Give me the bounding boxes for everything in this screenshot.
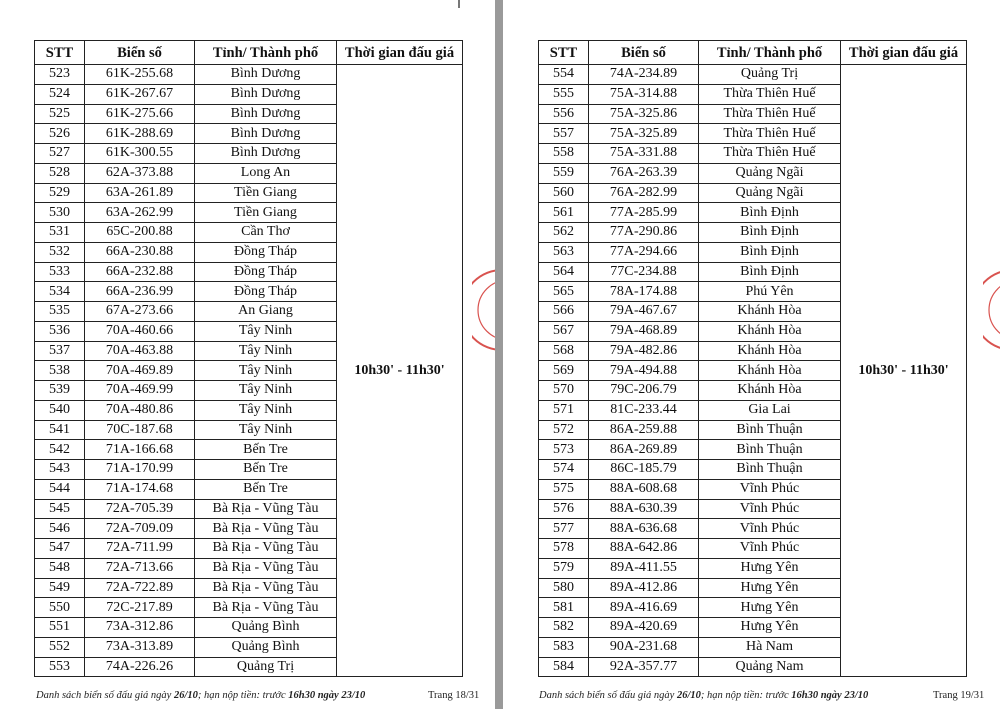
page-gutter xyxy=(495,0,503,709)
cell-plate: 75A-325.89 xyxy=(589,124,699,144)
cell-plate: 88A-636.68 xyxy=(589,519,699,539)
cell-stt: 529 xyxy=(35,183,85,203)
footer-prefix: Danh sách biển số đấu giá ngày xyxy=(539,690,677,701)
cell-plate: 89A-412.86 xyxy=(589,578,699,598)
document-page-right xyxy=(503,0,1000,709)
cell-plate: 72C-217.89 xyxy=(85,598,195,618)
cell-plate: 79A-494.88 xyxy=(589,361,699,381)
cell-plate: 70C-187.68 xyxy=(85,420,195,440)
cell-stt: 559 xyxy=(539,163,589,183)
cell-stt: 547 xyxy=(35,539,85,559)
header-stt: STT xyxy=(35,41,85,65)
cell-plate: 70A-463.88 xyxy=(85,341,195,361)
cell-plate: 74A-234.89 xyxy=(589,65,699,85)
cell-province: Bến Tre xyxy=(195,479,337,499)
cell-province: Phú Yên xyxy=(699,282,841,302)
cell-stt: 533 xyxy=(35,262,85,282)
cell-province: Quảng Ngãi xyxy=(699,183,841,203)
plate-table xyxy=(34,40,463,677)
cell-province: Thừa Thiên Huế xyxy=(699,124,841,144)
cell-stt: 543 xyxy=(35,460,85,480)
cell-province: Hưng Yên xyxy=(699,598,841,618)
cell-plate: 70A-469.89 xyxy=(85,361,195,381)
cell-stt: 544 xyxy=(35,479,85,499)
plate-table xyxy=(538,40,967,677)
cell-province: Bình Thuận xyxy=(699,420,841,440)
cell-province: Bình Dương xyxy=(195,144,337,164)
cell-stt: 528 xyxy=(35,163,85,183)
cell-stt: 569 xyxy=(539,361,589,381)
cell-plate: 75A-325.86 xyxy=(589,104,699,124)
cell-province: Vĩnh Phúc xyxy=(699,479,841,499)
cell-stt: 524 xyxy=(35,84,85,104)
cell-auction-time: 10h30' - 11h30' xyxy=(337,65,463,677)
cell-stt: 549 xyxy=(35,578,85,598)
cell-province: Hà Nam xyxy=(699,637,841,657)
cell-auction-time: 10h30' - 11h30' xyxy=(841,65,967,677)
cell-stt: 577 xyxy=(539,519,589,539)
page-footer xyxy=(36,690,365,701)
cell-plate: 81C-233.44 xyxy=(589,400,699,420)
table-header-row xyxy=(35,41,463,65)
cell-province: Bà Rịa - Vũng Tàu xyxy=(195,558,337,578)
cell-province: Khánh Hòa xyxy=(699,302,841,322)
document-page-left xyxy=(0,0,495,709)
cell-province: Vĩnh Phúc xyxy=(699,499,841,519)
cell-province: Đồng Tháp xyxy=(195,262,337,282)
cell-province: Bình Thuận xyxy=(699,460,841,480)
cell-province: Hưng Yên xyxy=(699,558,841,578)
cell-plate: 73A-313.89 xyxy=(85,637,195,657)
table-row xyxy=(539,65,967,85)
cell-plate: 61K-288.69 xyxy=(85,124,195,144)
header-plate: Biển số xyxy=(85,41,195,65)
cell-plate: 66A-232.88 xyxy=(85,262,195,282)
cell-plate: 89A-416.69 xyxy=(589,598,699,618)
cell-province: Tây Ninh xyxy=(195,321,337,341)
cell-stt: 542 xyxy=(35,440,85,460)
cell-province: Bà Rịa - Vũng Tàu xyxy=(195,539,337,559)
stamp-seal xyxy=(983,265,1000,355)
cell-province: Quảng Bình xyxy=(195,618,337,638)
cell-stt: 570 xyxy=(539,381,589,401)
cell-stt: 563 xyxy=(539,242,589,262)
cell-stt: 548 xyxy=(35,558,85,578)
cell-province: Bến Tre xyxy=(195,440,337,460)
cell-stt: 527 xyxy=(35,144,85,164)
cell-plate: 89A-420.69 xyxy=(589,618,699,638)
header-plate: Biển số xyxy=(589,41,699,65)
cell-plate: 65C-200.88 xyxy=(85,223,195,243)
cell-stt: 554 xyxy=(539,65,589,85)
cell-plate: 61K-267.67 xyxy=(85,84,195,104)
cell-plate: 74A-226.26 xyxy=(85,657,195,677)
cell-stt: 546 xyxy=(35,519,85,539)
cell-plate: 79A-482.86 xyxy=(589,341,699,361)
cell-province: Khánh Hòa xyxy=(699,321,841,341)
cell-stt: 552 xyxy=(35,637,85,657)
footer-prefix: Danh sách biển số đấu giá ngày xyxy=(36,690,174,701)
cell-stt: 558 xyxy=(539,144,589,164)
cell-plate: 88A-630.39 xyxy=(589,499,699,519)
cell-stt: 550 xyxy=(35,598,85,618)
cell-plate: 71A-174.68 xyxy=(85,479,195,499)
cell-plate: 92A-357.77 xyxy=(589,657,699,677)
cell-stt: 523 xyxy=(35,65,85,85)
cell-stt: 553 xyxy=(35,657,85,677)
cell-province: Gia Lai xyxy=(699,400,841,420)
cell-province: Khánh Hòa xyxy=(699,361,841,381)
cell-province: Bình Dương xyxy=(195,124,337,144)
cell-province: Tây Ninh xyxy=(195,381,337,401)
cell-province: Long An xyxy=(195,163,337,183)
cell-plate: 79A-467.67 xyxy=(589,302,699,322)
cell-province: Bình Dương xyxy=(195,104,337,124)
cell-plate: 71A-166.68 xyxy=(85,440,195,460)
cell-province: Tây Ninh xyxy=(195,361,337,381)
cell-province: Quảng Trị xyxy=(195,657,337,677)
cell-plate: 86A-259.88 xyxy=(589,420,699,440)
cell-plate: 70A-480.86 xyxy=(85,400,195,420)
cell-province: Tây Ninh xyxy=(195,400,337,420)
cell-plate: 72A-709.09 xyxy=(85,519,195,539)
cell-stt: 531 xyxy=(35,223,85,243)
cell-province: Bình Định xyxy=(699,262,841,282)
cell-stt: 580 xyxy=(539,578,589,598)
cell-plate: 63A-261.89 xyxy=(85,183,195,203)
cell-province: Bình Dương xyxy=(195,65,337,85)
cell-stt: 583 xyxy=(539,637,589,657)
cell-plate: 63A-262.99 xyxy=(85,203,195,223)
cell-plate: 77A-290.86 xyxy=(589,223,699,243)
cell-plate: 67A-273.66 xyxy=(85,302,195,322)
cell-plate: 77A-285.99 xyxy=(589,203,699,223)
cell-stt: 562 xyxy=(539,223,589,243)
cell-province: Khánh Hòa xyxy=(699,381,841,401)
cell-plate: 88A-608.68 xyxy=(589,479,699,499)
cell-province: Thừa Thiên Huế xyxy=(699,84,841,104)
footer-date: 26/10 xyxy=(676,690,701,701)
table-row xyxy=(35,65,463,85)
cell-stt: 545 xyxy=(35,499,85,519)
cell-plate: 61K-275.66 xyxy=(85,104,195,124)
cell-plate: 72A-711.99 xyxy=(85,539,195,559)
cell-plate: 76A-263.39 xyxy=(589,163,699,183)
cell-province: Quảng Nam xyxy=(699,657,841,677)
cell-stt: 568 xyxy=(539,341,589,361)
cell-province: Thừa Thiên Huế xyxy=(699,144,841,164)
cell-province: Hưng Yên xyxy=(699,578,841,598)
cell-plate: 70A-469.99 xyxy=(85,381,195,401)
cell-province: An Giang xyxy=(195,302,337,322)
cell-plate: 76A-282.99 xyxy=(589,183,699,203)
footer-middle: ; hạn nộp tiền: trước xyxy=(197,690,289,701)
cell-province: Tây Ninh xyxy=(195,341,337,361)
cell-stt: 525 xyxy=(35,104,85,124)
cell-plate: 62A-373.88 xyxy=(85,163,195,183)
cell-province: Vĩnh Phúc xyxy=(699,539,841,559)
cell-stt: 584 xyxy=(539,657,589,677)
header-province: Tỉnh/ Thành phố xyxy=(699,41,841,65)
cell-province: Bình Định xyxy=(699,242,841,262)
cell-stt: 535 xyxy=(35,302,85,322)
cell-plate: 79C-206.79 xyxy=(589,381,699,401)
page-number: Trang 19/31 xyxy=(933,690,985,701)
cell-stt: 579 xyxy=(539,558,589,578)
cell-stt: 576 xyxy=(539,499,589,519)
cell-stt: 538 xyxy=(35,361,85,381)
cell-stt: 551 xyxy=(35,618,85,638)
cell-plate: 89A-411.55 xyxy=(589,558,699,578)
footer-deadline: 16h30 ngày 23/10 xyxy=(791,690,869,701)
cell-stt: 560 xyxy=(539,183,589,203)
cell-province: Bình Định xyxy=(699,203,841,223)
cell-province: Bà Rịa - Vũng Tàu xyxy=(195,499,337,519)
cell-plate: 66A-230.88 xyxy=(85,242,195,262)
cell-stt: 530 xyxy=(35,203,85,223)
page-footer xyxy=(539,690,868,701)
cell-province: Bình Thuận xyxy=(699,440,841,460)
cell-plate: 61K-300.55 xyxy=(85,144,195,164)
page-edge-mark xyxy=(458,0,460,8)
header-time: Thời gian đấu giá xyxy=(337,41,463,65)
cell-plate: 78A-174.88 xyxy=(589,282,699,302)
cell-province: Bình Định xyxy=(699,223,841,243)
cell-province: Đồng Tháp xyxy=(195,282,337,302)
cell-plate: 88A-642.86 xyxy=(589,539,699,559)
cell-stt: 526 xyxy=(35,124,85,144)
cell-plate: 72A-722.89 xyxy=(85,578,195,598)
page-number: Trang 18/31 xyxy=(428,690,480,701)
cell-province: Vĩnh Phúc xyxy=(699,519,841,539)
cell-province: Bình Dương xyxy=(195,84,337,104)
stamp-seal xyxy=(472,265,495,355)
table-header-row xyxy=(539,41,967,65)
cell-stt: 573 xyxy=(539,440,589,460)
cell-stt: 565 xyxy=(539,282,589,302)
cell-plate: 77A-294.66 xyxy=(589,242,699,262)
cell-stt: 575 xyxy=(539,479,589,499)
cell-stt: 571 xyxy=(539,400,589,420)
footer-date: 26/10 xyxy=(173,690,198,701)
cell-stt: 540 xyxy=(35,400,85,420)
cell-plate: 90A-231.68 xyxy=(589,637,699,657)
cell-province: Khánh Hòa xyxy=(699,341,841,361)
table-body xyxy=(539,65,967,677)
cell-plate: 72A-705.39 xyxy=(85,499,195,519)
cell-stt: 555 xyxy=(539,84,589,104)
cell-province: Bà Rịa - Vũng Tàu xyxy=(195,578,337,598)
cell-province: Quảng Bình xyxy=(195,637,337,657)
cell-stt: 532 xyxy=(35,242,85,262)
cell-province: Tây Ninh xyxy=(195,420,337,440)
cell-stt: 578 xyxy=(539,539,589,559)
cell-stt: 572 xyxy=(539,420,589,440)
cell-province: Bến Tre xyxy=(195,460,337,480)
cell-stt: 556 xyxy=(539,104,589,124)
header-stt: STT xyxy=(539,41,589,65)
cell-stt: 541 xyxy=(35,420,85,440)
cell-stt: 581 xyxy=(539,598,589,618)
cell-province: Bà Rịa - Vũng Tàu xyxy=(195,519,337,539)
cell-province: Cần Thơ xyxy=(195,223,337,243)
cell-stt: 534 xyxy=(35,282,85,302)
cell-plate: 86A-269.89 xyxy=(589,440,699,460)
cell-province: Quảng Ngãi xyxy=(699,163,841,183)
cell-stt: 557 xyxy=(539,124,589,144)
cell-plate: 73A-312.86 xyxy=(85,618,195,638)
cell-stt: 564 xyxy=(539,262,589,282)
cell-plate: 77C-234.88 xyxy=(589,262,699,282)
cell-plate: 70A-460.66 xyxy=(85,321,195,341)
cell-province: Thừa Thiên Huế xyxy=(699,104,841,124)
cell-province: Tiền Giang xyxy=(195,183,337,203)
footer-middle: ; hạn nộp tiền: trước xyxy=(700,690,792,701)
cell-province: Đồng Tháp xyxy=(195,242,337,262)
cell-plate: 71A-170.99 xyxy=(85,460,195,480)
cell-stt: 574 xyxy=(539,460,589,480)
footer-deadline: 16h30 ngày 23/10 xyxy=(288,690,366,701)
cell-stt: 537 xyxy=(35,341,85,361)
cell-province: Hưng Yên xyxy=(699,618,841,638)
cell-plate: 86C-185.79 xyxy=(589,460,699,480)
cell-plate: 75A-314.88 xyxy=(589,84,699,104)
cell-plate: 61K-255.68 xyxy=(85,65,195,85)
cell-stt: 582 xyxy=(539,618,589,638)
cell-stt: 566 xyxy=(539,302,589,322)
cell-plate: 79A-468.89 xyxy=(589,321,699,341)
table-body xyxy=(35,65,463,677)
header-time: Thời gian đấu giá xyxy=(841,41,967,65)
cell-stt: 561 xyxy=(539,203,589,223)
cell-stt: 536 xyxy=(35,321,85,341)
cell-plate: 72A-713.66 xyxy=(85,558,195,578)
cell-province: Quảng Trị xyxy=(699,65,841,85)
cell-stt: 539 xyxy=(35,381,85,401)
header-province: Tỉnh/ Thành phố xyxy=(195,41,337,65)
cell-plate: 66A-236.99 xyxy=(85,282,195,302)
cell-plate: 75A-331.88 xyxy=(589,144,699,164)
cell-province: Bà Rịa - Vũng Tàu xyxy=(195,598,337,618)
cell-province: Tiền Giang xyxy=(195,203,337,223)
cell-stt: 567 xyxy=(539,321,589,341)
